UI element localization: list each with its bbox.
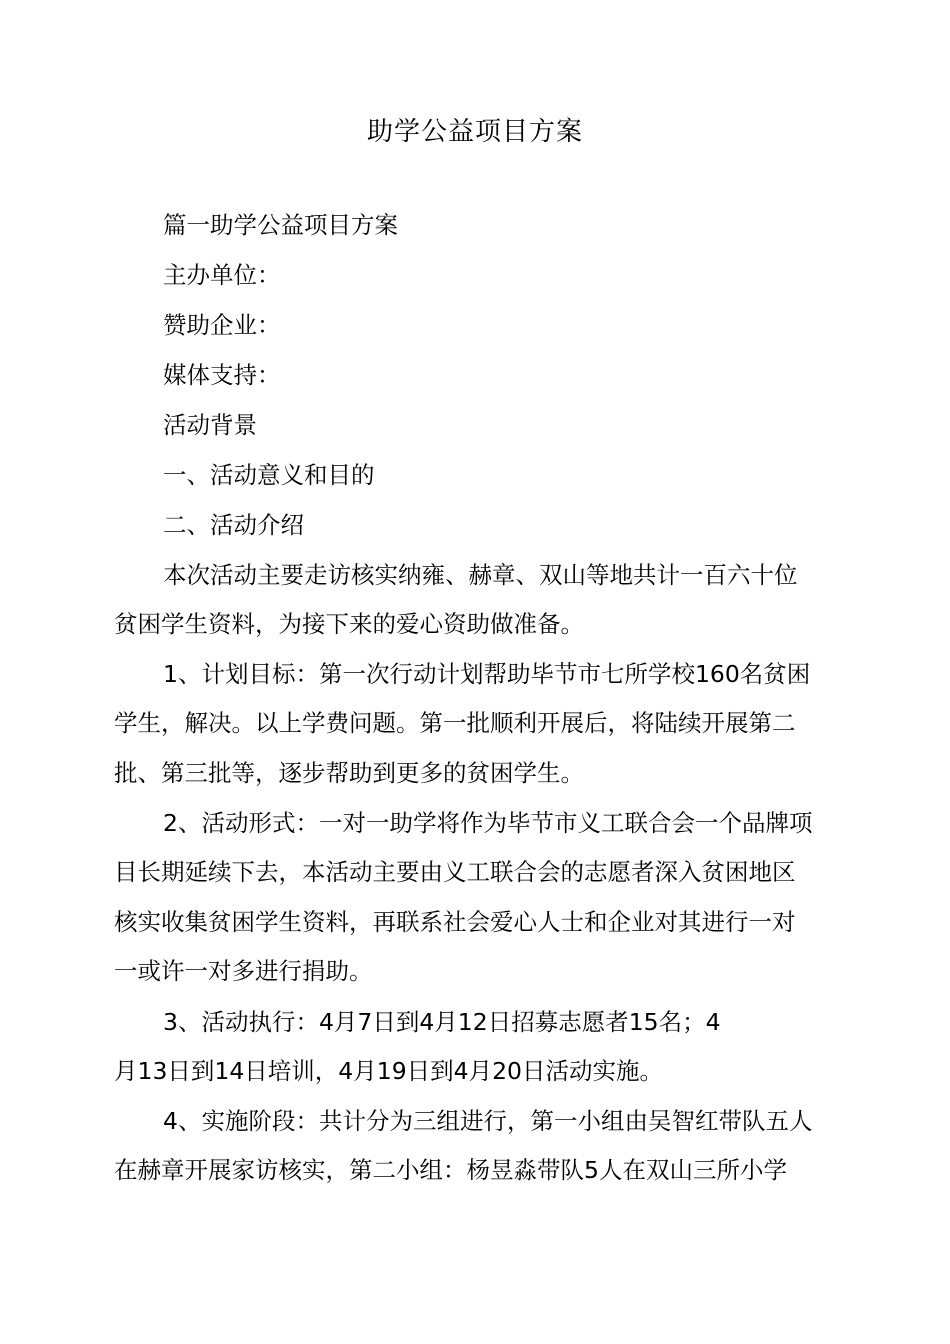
purpose-heading: 一、活动意义和目的 <box>163 461 375 489</box>
paragraph-line: 核实收集贫困学生资料，再联系社会爱心人士和企业对其进行一对 <box>114 908 796 936</box>
background-heading: 活动背景 <box>163 411 257 439</box>
paragraph-line: 批、第三批等，逐步帮助到更多的贫困学生。 <box>114 759 584 787</box>
paragraph-line: 3、活动执行：4月7日到4月12日招募志愿者15名；4 <box>163 1008 721 1036</box>
paragraph-line: 目长期延续下去，本活动主要由义工联合会的志愿者深入贫困地区 <box>114 858 796 886</box>
paragraph-line: 4、实施阶段：共计分为三组进行，第一小组由吴智红带队五人 <box>163 1107 813 1135</box>
section-heading: 篇一助学公益项目方案 <box>163 211 398 239</box>
media-support-label: 媒体支持： <box>163 361 281 389</box>
intro-heading: 二、活动介绍 <box>163 511 304 539</box>
paragraph-line: 在赫章开展家访核实，第二小组：杨昱淼带队5人在双山三所小学 <box>114 1156 787 1184</box>
paragraph-line: 一或许一对多进行捐助。 <box>114 957 373 985</box>
paragraph-line: 贫困学生资料，为接下来的爱心资助做准备。 <box>114 610 584 638</box>
document-title: 助学公益项目方案 <box>366 117 583 147</box>
paragraph-line: 1、计划目标：第一次行动计划帮助毕节市七所学校160名贫困 <box>163 660 811 688</box>
paragraph-line: 学生，解决。以上学费问题。第一批顺利开展后，将陆续开展第二 <box>114 709 796 737</box>
paragraph-line: 本次活动主要走访核实纳雍、赫章、双山等地共计一百六十位 <box>163 561 798 589</box>
paragraph-line: 2、活动形式：一对一助学将作为毕节市义工联合会一个品牌项 <box>163 809 813 837</box>
sponsor-label: 赞助企业： <box>163 311 281 339</box>
organizer-label: 主办单位： <box>163 261 281 289</box>
paragraph-line: 月13日到14日培训，4月19日到4月20日活动实施。 <box>114 1057 664 1085</box>
